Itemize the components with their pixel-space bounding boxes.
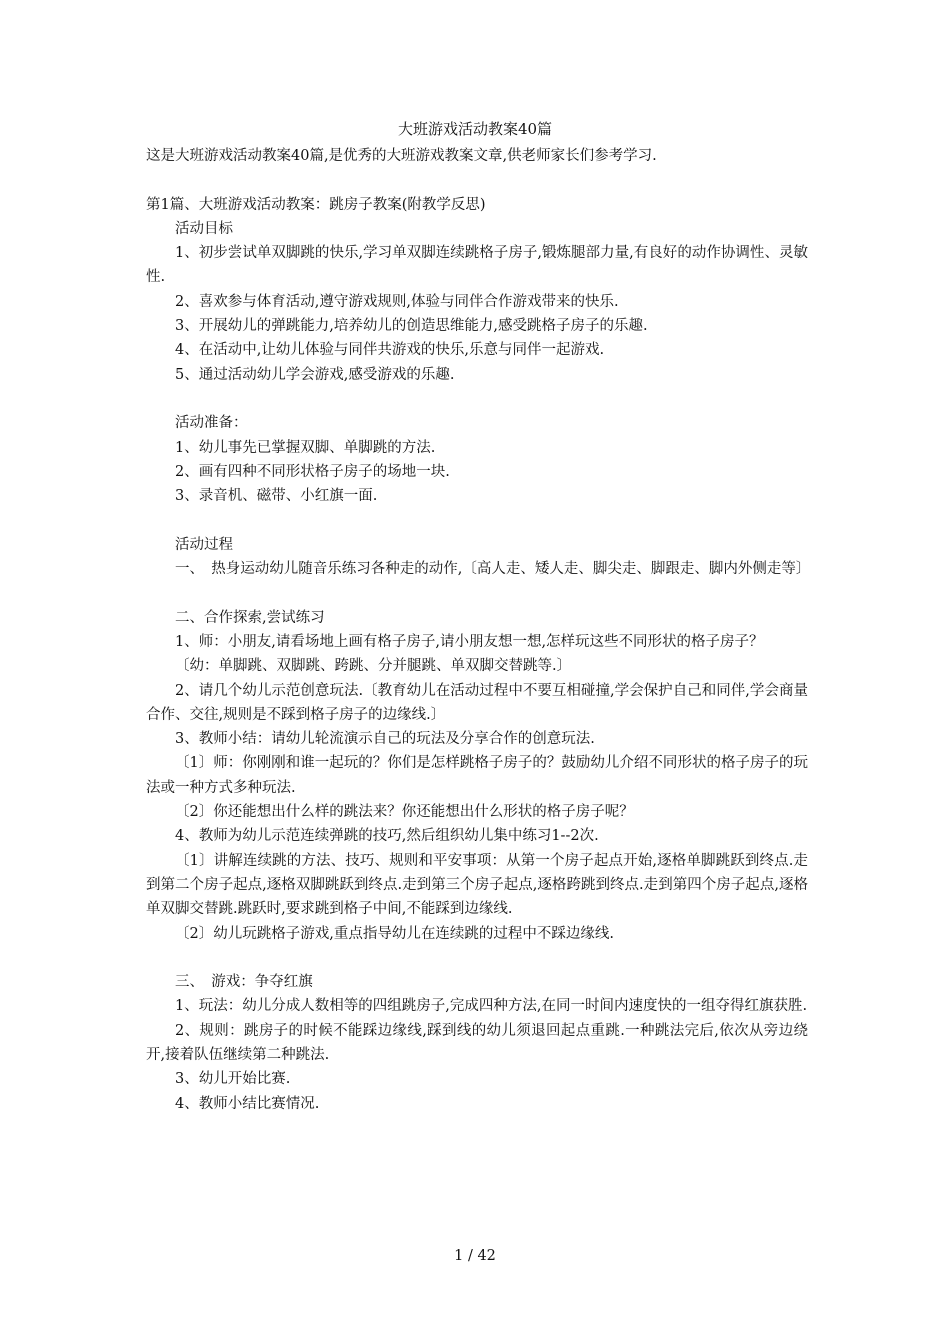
body-paragraph: 2、喜欢参与体育活动,遵守游戏规则,体验与同伴合作游戏带来的快乐. (175, 293, 619, 310)
body-paragraph: 2、规则：跳房子的时候不能踩边缘线,踩到线的幼儿须退回起点重跳.一种跳法完后,依次从旁边绕开,接着队伍继续第二种跳法. (146, 1022, 808, 1063)
body-paragraph: 〔1〕师：你刚刚和谁一起玩的？你们是怎样跳格子房子的？鼓励幼儿介绍不同形状的格子房子的玩法或一种方式多种玩法. (146, 755, 808, 796)
body-paragraph: 3、幼儿开始比赛. (175, 1071, 291, 1088)
page-number: 1 / 42 (454, 1248, 496, 1264)
body-paragraph: 1、初步尝试单双脚跳的快乐,学习单双脚连续跳格子房子,锻炼腿部力量,有良好的动作协调性、灵敏性. (146, 245, 808, 286)
document-title: 大班游戏活动教案40篇 (397, 120, 553, 138)
blank-line (146, 581, 808, 605)
document-body (146, 144, 811, 1116)
body-paragraph: 二、合作探索,尝试练习 (175, 609, 325, 626)
body-paragraph: 1、玩法：幼儿分成人数相等的四组跳房子,完成四种方法,在同一时间内速度快的一组夺得红旗获胜. (175, 998, 808, 1015)
body-paragraph: 5、通过活动幼儿学会游戏,感受游戏的乐趣. (175, 366, 455, 383)
body-paragraph: 2、画有四种不同形状格子房子的场地一块. (175, 463, 450, 480)
blank-line (146, 508, 808, 532)
body-paragraph: 1、师：小朋友,请看场地上画有格子房子,请小朋友想一想,怎样玩这些不同形状的格子房子？ (175, 633, 764, 650)
body-paragraph: 4、教师小结比赛情况. (175, 1095, 320, 1112)
body-paragraph: 1、幼儿事先已掌握双脚、单脚跳的方法. (175, 439, 436, 456)
body-paragraph: 活动过程 (175, 536, 233, 553)
blank-line (146, 168, 808, 192)
intro-paragraph: 这是大班游戏活动教案40篇,是优秀的大班游戏教案文章,供老师家长们参考学习. (146, 148, 657, 164)
body-paragraph: 3、录音机、磁带、小红旗一面. (175, 488, 378, 505)
body-paragraph: 第1篇、大班游戏活动教案：跳房子教案(附教学反思) (146, 196, 486, 213)
body-paragraph: 〔2〕你还能想出什么样的跳法来？你还能想出什么形状的格子房子呢？ (175, 804, 634, 821)
body-paragraph: 活动目标 (175, 220, 233, 237)
body-paragraph: 三、 游戏：争夺红旗 (175, 974, 313, 991)
body-paragraph: 一、 热身运动幼儿随音乐练习各种走的动作,〔高人走、矮人走、脚尖走、脚跟走、脚内外侧走等〕 (175, 561, 811, 578)
body-paragraph: 4、教师为幼儿示范连续弹跳的技巧,然后组织幼儿集中练习1--2次. (175, 828, 599, 845)
body-paragraph: 〔1〕讲解连续跳的方法、技巧、规则和平安事项：从第一个房子起点开始,逐格单脚跳跃到终点.走到第二个房子起点,逐格双脚跳跃到终点.走到第三个房子起点,逐格跨跳到终点.走到第四个房子起点,逐格单双脚交替跳.跳跃时,要求跳到格子中间,不能踩到边缘线. (146, 852, 808, 918)
body-paragraph: 〔2〕幼儿玩跳格子游戏,重点指导幼儿在连续跳的过程中不踩边缘线. (175, 925, 614, 942)
body-paragraph: 3、开展幼儿的弹跳能力,培养幼儿的创造思维能力,感受跳格子房子的乐趣. (175, 318, 648, 335)
blank-line (146, 946, 808, 970)
blank-line (146, 387, 808, 411)
body-paragraph: 3、教师小结：请幼儿轮流演示自己的玩法及分享合作的创意玩法. (175, 731, 595, 748)
body-paragraph: 4、在活动中,让幼儿体验与同伴共游戏的快乐,乐意与同伴一起游戏. (175, 342, 605, 359)
body-paragraph: 〔幼：单脚跳、双脚跳、跨跳、分并腿跳、单双脚交替跳等.〕 (175, 658, 572, 675)
body-paragraph: 2、请几个幼儿示范创意玩法.〔教育幼儿在活动过程中不要互相碰撞,学会保护自己和同伴,学会商量合作、交往,规则是不踩到格子房子的边缘线.〕 (146, 682, 808, 723)
body-paragraph: 活动准备： (175, 415, 248, 432)
